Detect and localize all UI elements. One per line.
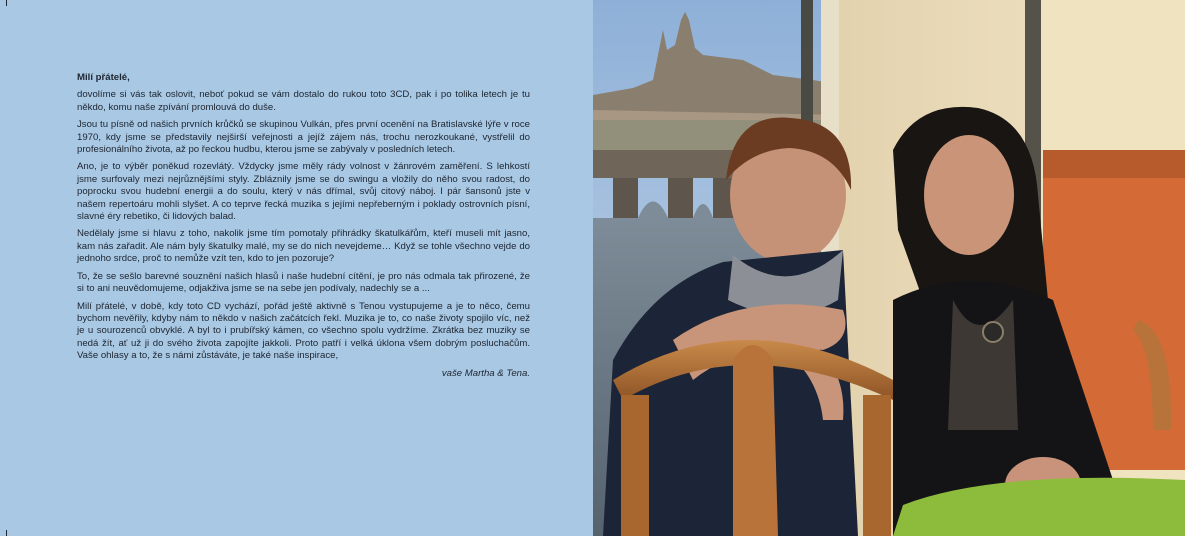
crop-mark-bottom-left bbox=[6, 530, 7, 536]
letter-greeting: Milí přátelé, bbox=[77, 72, 130, 83]
letter-paragraph-3: Ano, je to výběr poněkud rozevlátý. Vždycky jsme měly rády volnost v žánrovém zaměření. S lehkostí jsme surfovaly mezi nejrůznějšími styly. Zbláznily jsme se do swingu a vložily do něho svou radost, do poprocku svou hudební energii a do soulu, který v nás dřímal, svůj citový náboj. I pár šansonů jste v našem repertoáru mohli slyšet. A co teprve řecká muzika s jejími nepřeberným i poklady ostrovních písní, slavné éry rebetiko, či lidových balad. bbox=[77, 161, 530, 223]
duo-portrait-photo bbox=[593, 0, 1185, 536]
letter-paragraph-5: To, že se sešlo barevné souznění našich hlasů i naše hudební cítění, je pro nás odmala tak přirozené, že si to ani neuvědomujeme, odjakživa jsme se na sebe jen podívaly, nadechly se a ... bbox=[77, 270, 530, 295]
letter-text bbox=[77, 72, 530, 380]
letter-paragraph-4: Nedělaly jsme si hlavu z toho, nakolik jsme tím pomotaly přihrádky škatulkářům, kteří museli mít jasno, kam nás zařadit. Ale nám byly škatulky malé, my se do nich nevejdeme… Když se tohle všechno vejde do jednoho srdce, proč to nemůže vzít ten, kdo to jen pozoruje? bbox=[77, 228, 530, 265]
letter-paragraph-1: dovolíme si vás tak oslovit, neboť pokud se vám dostalo do rukou toto 3CD, pak i po tolika letech je tu někdo, komu naše zpívání promlouvá do duše. bbox=[77, 89, 530, 113]
letter-paragraph-2: Jsou tu písně od našich prvních krůčků se skupinou Vulkán, přes první ocenění na Bratislavské lýře v roce 1970, kdy jsme se představily nejširší veřejnosti a jejíž zájem nás, trochu nerozkoukané, vystřelil do profesionálního života, až po řeckou hudbu, kterou jsme se zabývaly v posledních letech. bbox=[77, 119, 530, 156]
letter-paragraph-6: Milí přátelé, v době, kdy toto CD vychází, pořád ještě aktivně s Tenou vystupujeme a je to něco, čemu bychom nevěřily, kdyby nám to někdo v našich začátcích řekl. Muzika je to, co naše životy spojilo víc, než je u sourozenců obvyklé. A byl to i prubířský kámen, co všechno spolu vydržíme. Zkrátka bez muziky se nedá žít, ať už ji do svého života zapojíte jakkoli. Proto patří i velká úklona všem dobrým posluchačům. Vaše ohlasy a to, že s námi zůstáváte, je také naše inspirace, bbox=[77, 300, 530, 362]
letter-signature: vaše Martha & Tena. bbox=[441, 367, 530, 379]
crop-mark-top-left bbox=[6, 0, 7, 6]
